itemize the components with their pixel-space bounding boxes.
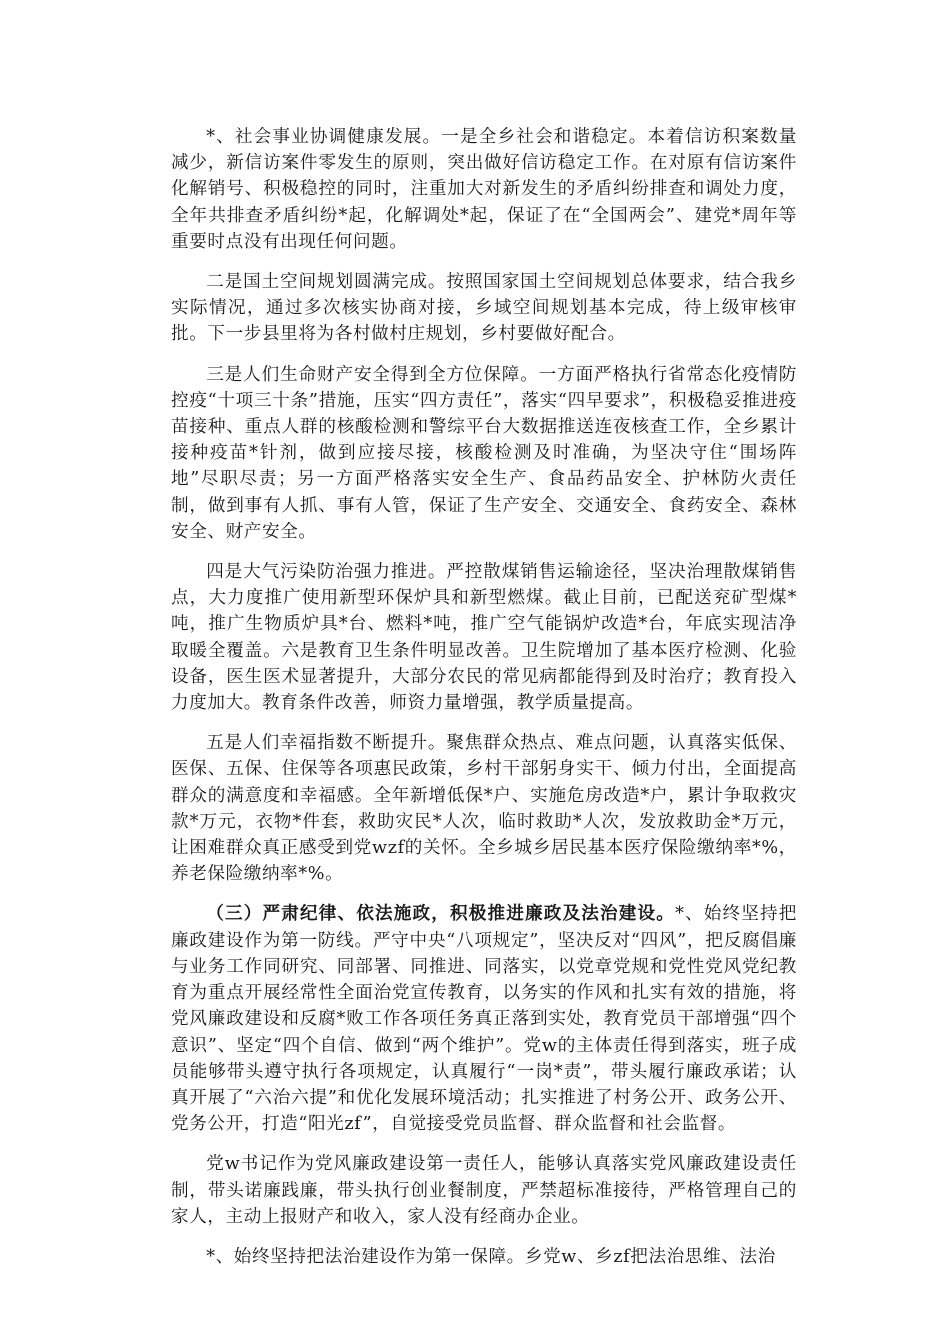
paragraph-lead: （三）严肃纪律、依法施政，积极推进廉政及法治建设。 (206, 903, 676, 925)
paragraph-safety (171, 362, 797, 545)
paragraph-text: 二是国土空间规划圆满完成。按照国家国土空间规划总体要求，结合我乡实际情况，通过多次核实协商对接，乡域空间规划基本完成，待上级审核审批。下一步县里将为各村做村庄规划，乡村要做好配合。 (171, 272, 797, 345)
document-body (171, 124, 797, 1284)
paragraph-text: 五是人们幸福指数不断提升。聚焦群众热点、难点问题，认真落实低保、医保、五保、住保等各项惠民政策，乡村干部躬身实干、倾力付出，全面提高群众的满意度和幸福感。全年新增低保*户、实施危房改造*户，累计争取救灾款*万元，衣物*件套，救助灾民*人次，临时救助*人次，发放救助金*万元，让困难群众真正感受到党wzf的关怀。全乡城乡居民基本医疗保险缴纳率*%，养老保险缴纳率*%。 (171, 733, 797, 885)
paragraph-social-undertakings (171, 124, 797, 255)
paragraph-party-secretary (171, 1151, 797, 1230)
paragraph-rule-of-law (171, 1244, 797, 1270)
paragraph-happiness (171, 730, 797, 887)
paragraph-text: 四是大气污染防治强力推进。严控散煤销售运输途径，坚决治理散煤销售点，大力度推广使用新型环保炉具和新型燃煤。截止目前，已配送兖矿型煤*吨，推广生物质炉具*台、燃料*吨，推广空气能锅炉改造*台，年底实现洁净取暖全覆盖。六是教育卫生条件明显改善。卫生院增加了基本医疗检测、化验设备，医生医术显著提升，大部分农民的常见病都能得到及时治疗；教育投入力度加大。教育条件改善，师资力量增强，教学质量提高。 (171, 562, 797, 714)
paragraph-text: 三是人们生命财产安全得到全方位保障。一方面严格执行省常态化疫情防控疫“十项三十条”措施，压实“四方责任”，落实“四早要求”，积极稳妥推进疫苗接种、重点人群的核酸检测和警综平台大数据推送连夜核查工作，全乡累计接种疫苗*针剂，做到应接尽接，核酸检测及时准确，为坚决守住“围场阵地”尽职尽责；另一方面严格落实安全生产、食品药品安全、护林防火责任制，做到事有人抓、事有人管，保证了生产安全、交通安全、食药安全、森林安全、财产安全。 (171, 364, 797, 542)
paragraph-text: 党w书记作为党风廉政建设第一责任人，能够认真落实党风廉政建设责任制，带头诺廉践廉，带头执行创业餐制度，严禁超标准接待，严格管理自己的家人，主动上报财产和收入，家人没有经商办企业。 (171, 1154, 797, 1227)
paragraph-land-planning (171, 269, 797, 348)
paragraph-text: *、始终坚持把廉政建设作为第一防线。严守中央“八项规定”，坚决反对“四风”，把反腐倡廉与业务工作同研究、同部署、同推进、同落实，以党章党规和党性党风党纪教育为重点开展经常性全面治党宣传教育，以务实的作风和扎实有效的措施，将党风廉政建设和反腐*败工作各项任务真正落到实处，教育党员干部增强“四个意识”、坚定“四个自信、做到“两个维护”。党w的主体责任得到落实，班子成员能够带头遵守执行各项规定，认真履行“一岗*责”，带头履行廉政承诺；认真开展了“六治六提”和优化发展环境活动；扎实推进了村务公开、政务公开、党务公开，打造“阳光zf”，自觉接受党员监督、群众监督和社会监督。 (171, 904, 797, 1135)
paragraph-text: *、社会事业协调健康发展。一是全乡社会和谐稳定。本着信访积案数量减少，新信访案件零发生的原则，突出做好信访稳定工作。在对原有信访案件化解销号、积极稳控的同时，注重加大对新发生的矛盾纠纷排查和调处力度，全年共排查矛盾纠纷*起，化解调处*起，保证了在“全国两会”、建党*周年等重要时点没有出现任何问题。 (171, 127, 797, 252)
paragraph-integrity (171, 901, 797, 1137)
paragraph-text: *、始终坚持把法治建设作为第一保障。乡党w、乡zf把法治思维、法治 (206, 1246, 776, 1267)
paragraph-air-pollution (171, 559, 797, 716)
